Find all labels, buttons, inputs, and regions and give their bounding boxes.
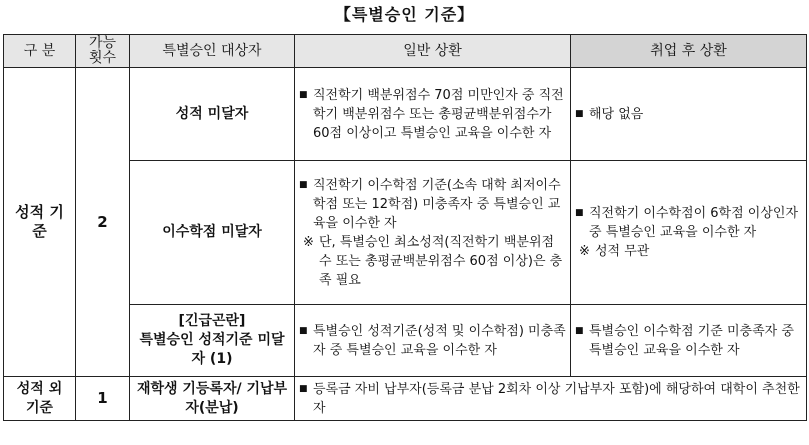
group-grade-label: 성적 기준 — [4, 68, 76, 377]
general-cell: ■ 특별승인 성적기준(성적 및 이수학점) 미충족자 중 특별승인 교육을 이수한 자 — [295, 305, 571, 377]
special-approval-table — [3, 34, 807, 421]
employ-cell: ■ 직전학기 이수학점이 6학점 이상인자 중 특별승인 교육을 이수한 자 ※ 성적 무관 — [571, 161, 807, 305]
employ-text: 특별승인 이수학점 기준 미충족자 중 특별승인 교육을 이수한 자 — [589, 323, 794, 358]
employ-cell: ■ 해당 없음 — [571, 68, 807, 161]
general-cell: ■ 직전학기 이수학점 기준(소속 대학 최저이수학점 또는 12학점) 미충족자 중 특별승인 교육을 이수한 자 ※ 단, 특별승인 최소성적(직전학기 백분위점수 또는 총평균백분위점수 60점 이상)은 충족 필요 — [295, 161, 571, 305]
general-note: 단, 특별승인 최소성적(직전학기 백분위점수 또는 총평균백분위점수 60점 이상)은 충족 필요 — [319, 234, 563, 288]
target-cell — [130, 305, 295, 377]
target-line1: [긴급곤란] — [178, 313, 246, 329]
note-mark: ※ — [303, 234, 314, 250]
target-line2: 특별승인 성적기준 미달자 (1) — [139, 332, 285, 367]
merged-cell: ■ 등록금 자비 납부자(등록금 분납 2회차 이상 기납부자 포함)에 해당하여 대학이 추천한 자 — [295, 377, 807, 421]
employ-cell: ■ 특별승인 이수학점 기준 미충족자 중 특별승인 교육을 이수한 자 — [571, 305, 807, 377]
note-mark: ※ — [579, 244, 590, 259]
employ-note: 성적 무관 — [595, 244, 650, 259]
group-other-count: 1 — [76, 377, 130, 421]
target-cell: 성적 미달자 — [130, 68, 295, 161]
header-target: 특별승인 대상자 — [130, 35, 295, 68]
general-text: 직전학기 백분위점수 70점 미만인자 중 직전학기 백분위점수 또는 총평균백분위점수가 60점 이상이고 특별승인 교육을 이수한 자 — [313, 87, 564, 141]
table-row — [4, 68, 807, 161]
header-count: 가능 횟수 — [76, 35, 130, 68]
general-cell: ■ 직전학기 백분위점수 70점 미만인자 중 직전학기 백분위점수 또는 총평균백분위점수가 60점 이상이고 특별승인 교육을 이수한 자 — [295, 68, 571, 161]
target-cell: 이수학점 미달자 — [130, 161, 295, 305]
table-row — [4, 377, 807, 421]
general-text: 직전학기 이수학점 기준(소속 대학 최저이수학점 또는 12학점) 미충족자 중 특별승인 교육을 이수한 자 — [313, 177, 561, 231]
group-grade-count: 2 — [76, 68, 130, 377]
header-general: 일반 상환 — [295, 35, 571, 68]
group-other-label: 성적 외 기준 — [4, 377, 76, 421]
document-title: 【특별승인 기준】 — [334, 5, 475, 24]
employ-text: 해당 없음 — [589, 106, 644, 122]
header-category: 구 분 — [4, 35, 76, 68]
general-text: 특별승인 성적기준(성적 및 이수학점) 미충족자 중 특별승인 교육을 이수한 자 — [313, 323, 566, 358]
target-cell: 재학생 기등록자/ 기납부자(분납) — [130, 377, 295, 421]
merged-text: 등록금 자비 납부자(등록금 분납 2회차 이상 기납부자 포함)에 해당하여 대학이 추천한 자 — [313, 381, 800, 416]
header-employ: 취업 후 상환 — [571, 35, 807, 68]
header-row — [4, 35, 807, 68]
employ-text: 직전학기 이수학점이 6학점 이상인자 중 특별승인 교육을 이수한 자 — [589, 206, 799, 240]
